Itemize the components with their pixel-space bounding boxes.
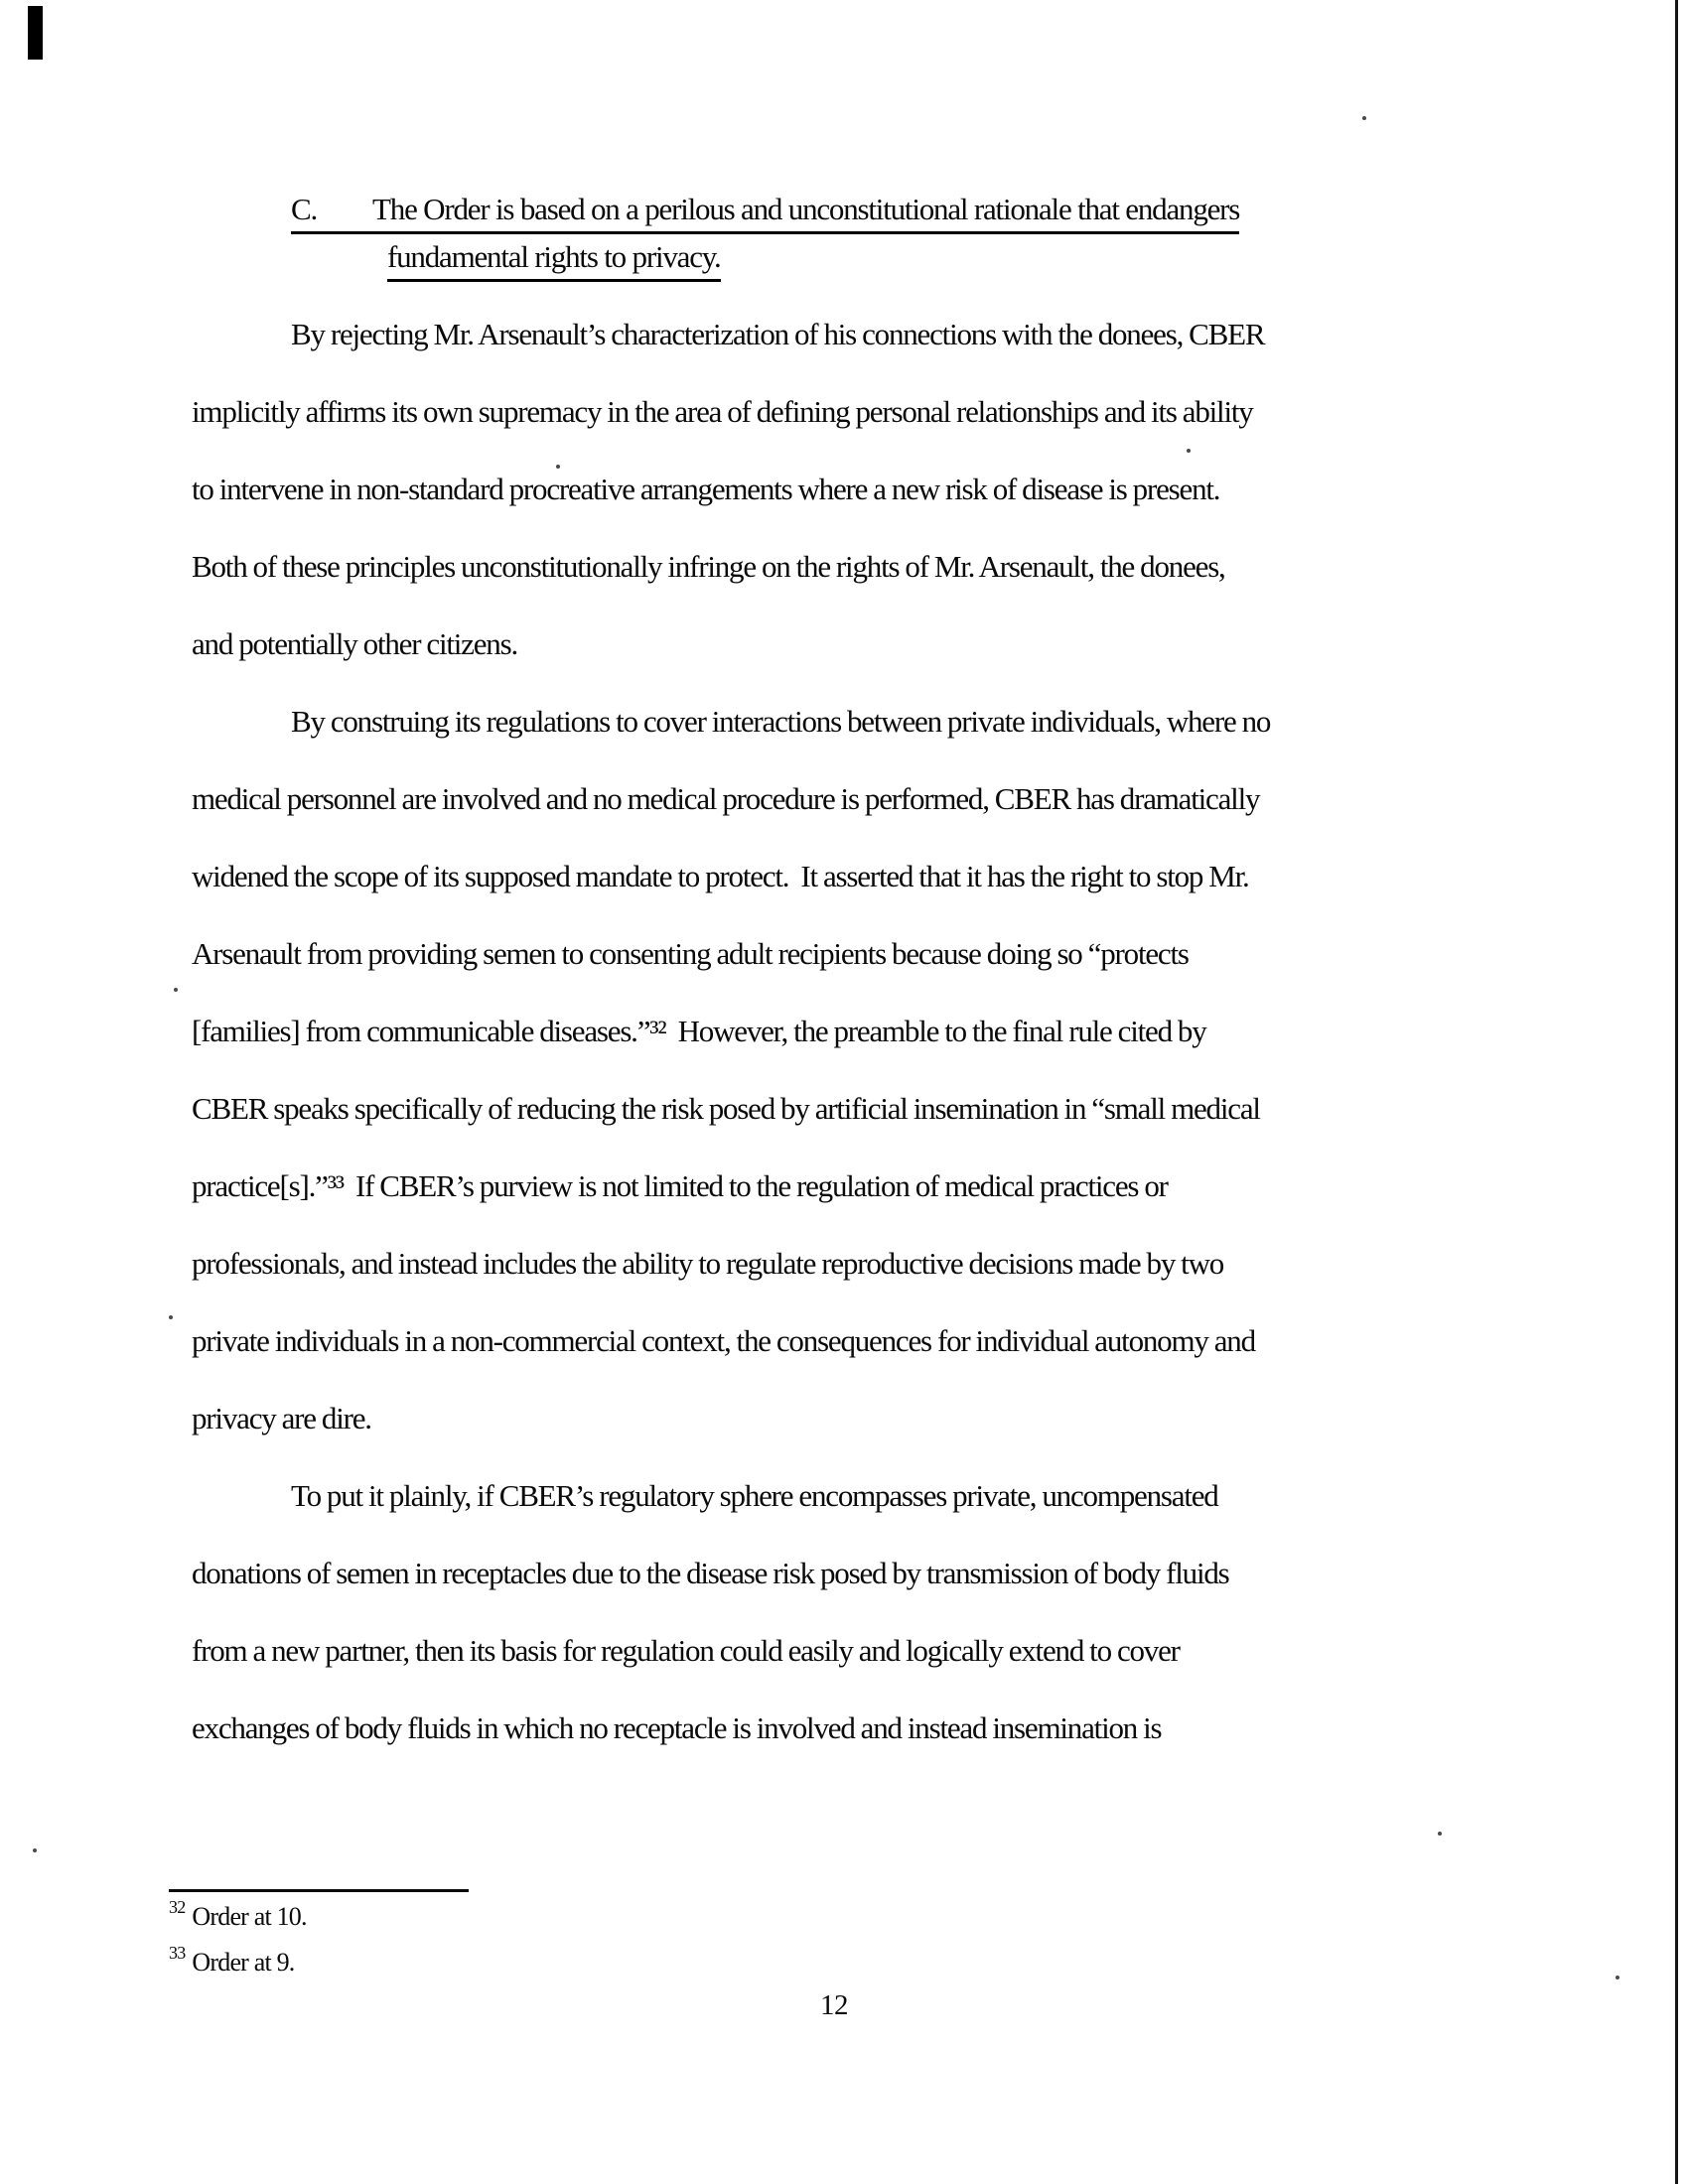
body-line: To put it plainly, if CBER’s regulatory sphere encompasses private, uncompensated <box>291 1478 1218 1513</box>
body-line: professionals, and instead includes the ability to regulate reproductive decisions made by two <box>192 1246 1224 1281</box>
body-line: By rejecting Mr. Arsenault’s characterization of his connections with the donees, CBER <box>291 317 1265 351</box>
body-line: private individuals in a non-commercial context, the consequences for individual autonomy and <box>192 1323 1255 1358</box>
body-line: and potentially other citizens. <box>192 626 518 661</box>
body-line: CBER speaks specifically of reducing the risk posed by artificial insemination in “small medical <box>192 1091 1260 1126</box>
scan-speck <box>1187 449 1191 453</box>
scan-speck <box>556 465 560 469</box>
footnote-marker: 32 <box>169 1897 186 1918</box>
scan-speck <box>1362 116 1366 120</box>
body-line: privacy are dire. <box>192 1401 371 1435</box>
body-line: donations of semen in receptacles due to the disease risk posed by transmission of body fluids <box>192 1556 1229 1590</box>
body-line: By construing its regulations to cover interactions between private individuals, where no <box>291 704 1271 739</box>
body-line: implicitly affirms its own supremacy in the area of defining personal relationships and its ability <box>192 394 1253 429</box>
body-line: [families] from communicable diseases.”³² However, the preamble to the final rule cited by <box>192 1014 1206 1048</box>
scan-edge-line <box>1675 0 1678 2184</box>
body-line: Both of these principles unconstitutionally infringe on the rights of Mr. Arsenault, the donees, <box>192 549 1225 584</box>
page-number: 12 <box>820 1989 848 2021</box>
scan-speck <box>174 988 178 992</box>
body-line: to intervene in non-standard procreative arrangements where a new risk of disease is present. <box>192 472 1220 506</box>
section-letter: C. <box>291 192 318 226</box>
footnote-separator <box>169 1889 469 1892</box>
section-heading-line1 <box>291 192 1239 234</box>
body-line: exchanges of body fluids in which no receptacle is involved and instead insemination is <box>192 1710 1162 1745</box>
section-heading-text: The Order is based on a perilous and unconstitutional rationale that endangers <box>372 192 1240 226</box>
body-line: medical personnel are involved and no medical procedure is performed, CBER has dramatically <box>192 781 1260 816</box>
scan-speck <box>33 1848 37 1852</box>
scan-speck <box>1438 1832 1442 1836</box>
scan-artifact-mark <box>28 6 43 60</box>
body-line: from a new partner, then its basis for regulation could easily and logically extend to cover <box>192 1633 1180 1668</box>
body-line: widened the scope of its supposed mandate to protect. It asserted that it has the right to stop Mr. <box>192 859 1249 893</box>
footnote-33 <box>169 1943 295 1978</box>
footnote-text: Order at 10. <box>192 1902 307 1931</box>
footnote-marker: 33 <box>169 1943 186 1964</box>
scan-speck <box>169 1315 173 1319</box>
scan-speck <box>1616 1976 1619 1979</box>
section-heading-line2: fundamental rights to privacy. <box>387 239 721 282</box>
body-line: Arsenault from providing semen to consenting adult recipients because doing so “protects <box>192 936 1189 971</box>
footnote-32 <box>169 1897 307 1932</box>
body-line: practice[s].”³³ If CBER’s purview is not limited to the regulation of medical practices or <box>192 1168 1168 1203</box>
footnote-text: Order at 9. <box>192 1948 295 1977</box>
